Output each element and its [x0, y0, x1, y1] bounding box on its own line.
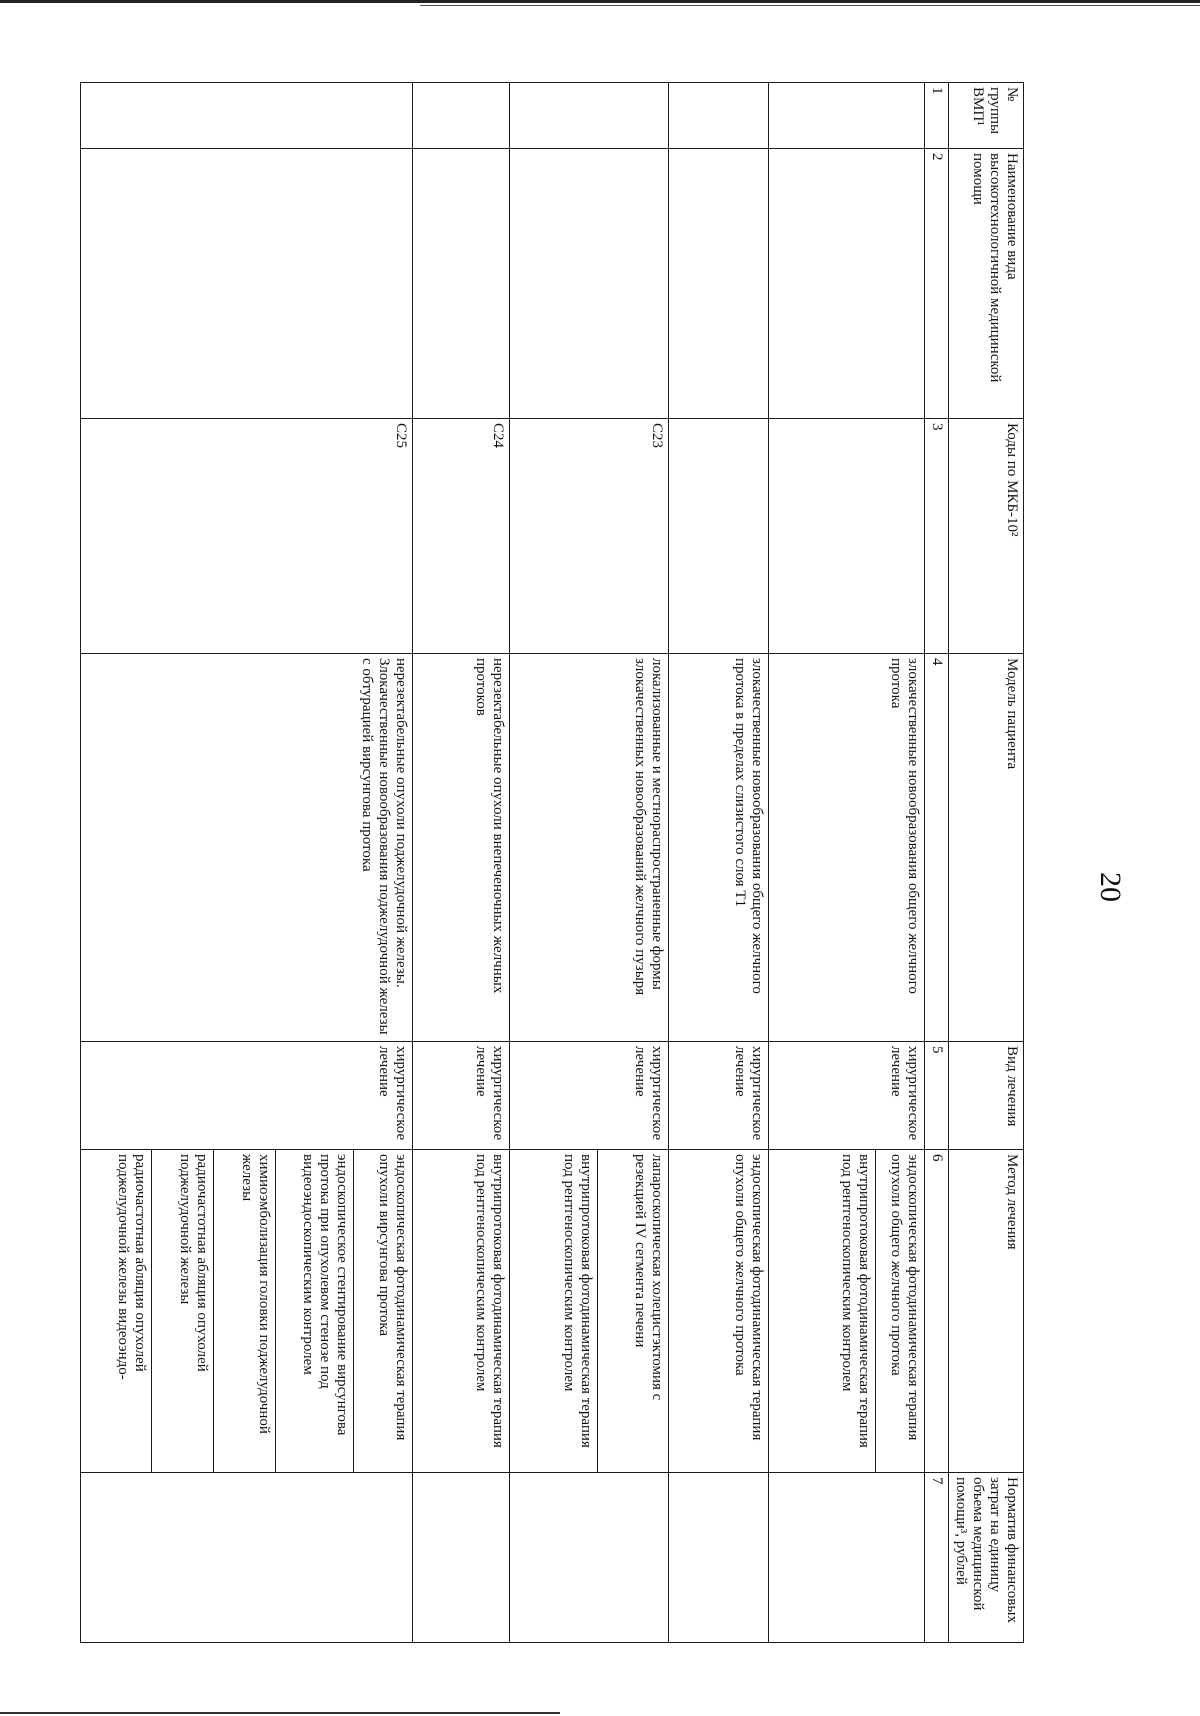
header-group-number: № группы ВМП¹	[949, 83, 1024, 149]
method-cell: эндоскопическая фотодинамическая терапия опухоли вирсунгова протока	[353, 1150, 413, 1473]
column-number: 7	[925, 1473, 949, 1643]
icd-code-cell: C25	[81, 419, 413, 654]
method-cell: эндоскопическая фотодинамическая терапия опухоли общего желчного протока	[876, 1150, 925, 1473]
treatment-type-cell: хирургическое лечение	[413, 1042, 509, 1150]
icd-code-cell	[769, 419, 925, 654]
header-treatment-method: Метод лечения	[949, 1150, 1024, 1473]
vmp-name-cell	[81, 149, 413, 419]
icd-code-cell: C23	[509, 419, 669, 654]
column-number: 5	[925, 1042, 949, 1150]
scan-top-edge-line	[420, 5, 1200, 6]
treatment-type-cell: хирургическое лечение	[81, 1042, 413, 1150]
method-cell: эндоскопическая фотодинамическая терапия опухоли общего желчного протока	[669, 1150, 769, 1473]
column-number: 2	[925, 149, 949, 419]
header-icd-codes: Коды по МКБ-10²	[949, 419, 1024, 654]
table-row	[597, 83, 668, 1643]
financial-norm-cell	[769, 1473, 925, 1643]
financial-norm-cell	[669, 1473, 769, 1643]
table-row	[353, 83, 413, 1643]
group-number-cell	[413, 83, 509, 149]
column-number: 3	[925, 419, 949, 654]
method-cell: химиоэмболизация головки поджелудочной железы	[214, 1150, 276, 1473]
method-cell: эндоскопическое стентирование вирсунгова протока при опухолевом стенозе под видеоэндоскопическим контролем	[276, 1150, 353, 1473]
vmp-name-cell	[413, 149, 509, 419]
patient-model-cell: нерезектабельные опухоли внепеченочных желчных протоков	[413, 654, 509, 1042]
patient-model-cell: локализованные и местнораспространенные формы злокачественных новообразований желчного пузыря	[509, 654, 669, 1042]
vmp-name-cell	[509, 149, 669, 419]
treatment-type-cell: хирургическое лечение	[669, 1042, 769, 1150]
method-cell: радиочастотная абляция опухолей поджелудочной железы видеоэндо-	[81, 1150, 153, 1473]
column-number-row	[925, 83, 949, 1643]
rotated-table-container	[80, 82, 1024, 1642]
scan-top-edge	[0, 0, 1200, 3]
method-cell: радиочастотная абляция опухолей поджелудочной железы	[152, 1150, 214, 1473]
group-number-cell	[509, 83, 669, 149]
financial-norm-cell	[509, 1473, 669, 1643]
method-cell: лапароскопическая холецистэктомия с резекцией IV сегмента печени	[597, 1150, 668, 1473]
vmp-name-cell	[669, 149, 769, 419]
treatment-type-cell: хирургическое лечение	[509, 1042, 669, 1150]
column-number: 4	[925, 654, 949, 1042]
group-number-cell	[669, 83, 769, 149]
header-financial-norm: Норматив финансовых затрат на единицу объема медицинской помощи³, рублей	[949, 1473, 1024, 1643]
financial-norm-cell	[413, 1473, 509, 1643]
icd-code-cell	[669, 419, 769, 654]
method-cell: внутрипротоковая фотодинамическая терапия под рентгеноскопическим контролем	[413, 1150, 509, 1473]
method-cell: внутрипротоковая фотодинамическая терапия под рентгеноскопическим контролем	[769, 1150, 876, 1473]
vmp-table	[80, 82, 1024, 1643]
column-number: 1	[925, 83, 949, 149]
header-treatment-type: Вид лечения	[949, 1042, 1024, 1150]
scan-bottom-edge	[0, 1712, 560, 1714]
table-row	[669, 83, 769, 1643]
patient-model-cell: злокачественные новообразования общего желчного протока в пределах слизистого слоя T1	[669, 654, 769, 1042]
table-header-row	[949, 83, 1024, 1643]
vmp-name-cell	[769, 149, 925, 419]
table-row	[876, 83, 925, 1643]
method-cell: внутрипротоковая фотодинамическая терапия под рентгеноскопическим контролем	[509, 1150, 597, 1473]
group-number-cell	[769, 83, 925, 149]
header-patient-model: Модель пациента	[949, 654, 1024, 1042]
header-vmp-name: Наименование вида высокотехнологичной медицинской помощи	[949, 149, 1024, 419]
icd-code-cell: C24	[413, 419, 509, 654]
patient-model-cell: нерезектабельные опухоли поджелудочной железы. Злокачественные новообразования поджелудочной железы с обтурацией вирсунгова протока	[81, 654, 413, 1042]
treatment-type-cell: хирургическое лечение	[769, 1042, 925, 1150]
patient-model-cell: злокачественные новообразования общего желчного протока	[769, 654, 925, 1042]
page-number: 20	[1094, 872, 1127, 902]
financial-norm-cell	[81, 1473, 413, 1643]
column-number: 6	[925, 1150, 949, 1473]
group-number-cell	[81, 83, 413, 149]
table-row	[413, 83, 509, 1643]
